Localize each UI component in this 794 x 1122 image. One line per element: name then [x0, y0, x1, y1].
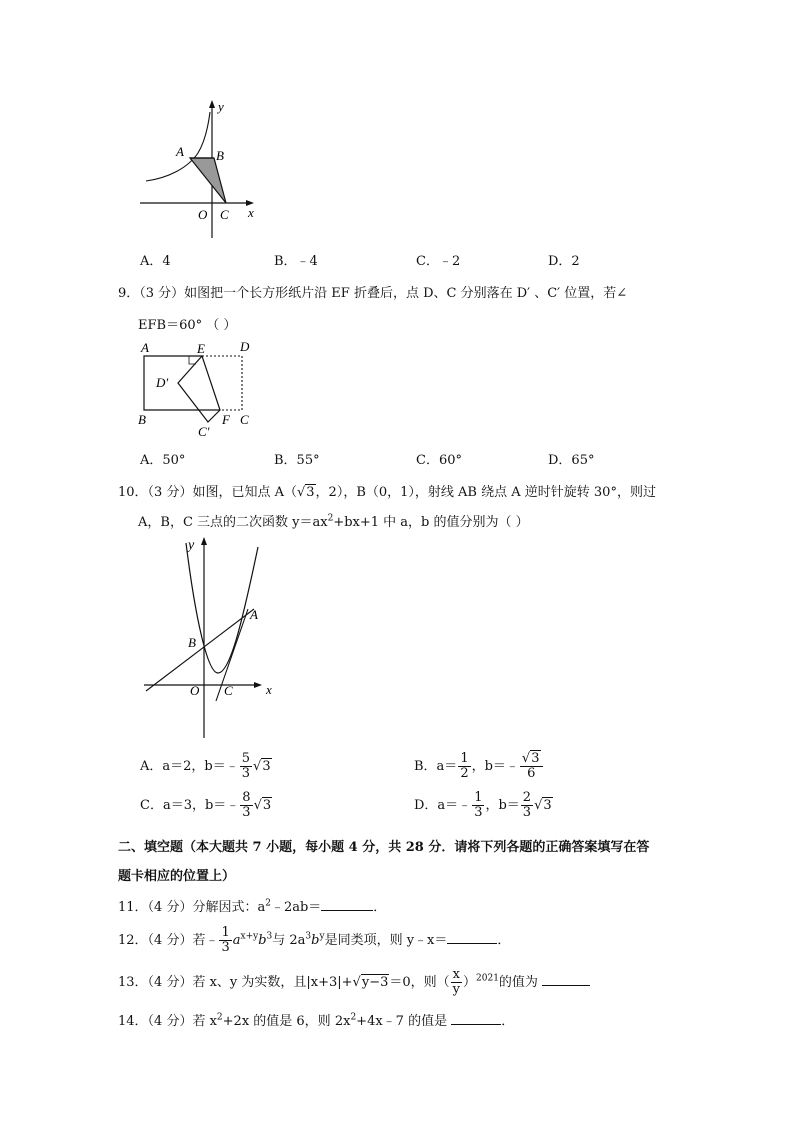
- q9-label-dprime: D′: [156, 375, 169, 390]
- q10-label-a: A: [250, 607, 258, 622]
- q9-label-b: B: [138, 412, 146, 427]
- q8-option-d[interactable]: D．2: [548, 254, 580, 269]
- q10-sqrt: 3: [306, 485, 315, 500]
- q10-option-c-fraction: $\frac{8}{3}$: [242, 790, 251, 820]
- q8-label-o: O: [198, 207, 208, 222]
- section2-heading-line2: 题卡相应的位置上）: [118, 869, 236, 884]
- q8-label-c: C: [220, 207, 229, 222]
- q9-option-b[interactable]: B．55°: [274, 453, 320, 468]
- q8-option-a[interactable]: A．4: [140, 254, 171, 269]
- q8-option-c[interactable]: C．﹣2: [416, 254, 461, 269]
- q13: 13．（4 分）若 x、y 为实数，且|x+3|+√y−3＝0，则（ $\frac{x}{y}$ ）$^{2021}$的值为: [118, 968, 590, 997]
- section2-heading-line1: 二、填空题（本大题共 7 小题，每小题 4 分，共 28 分．请将下列各题的正确答案填写在答: [118, 840, 650, 855]
- q8-shaded-triangle: [190, 158, 226, 203]
- q9-folded-part: [178, 356, 220, 422]
- q8-label-y: y: [218, 99, 224, 114]
- q9-label-a: A: [141, 340, 149, 355]
- q9-stem-line1: 9．（3 分）如图把一个长方形纸片沿 EF 折叠后，点 D、C 分别落在 D′ 、C′ 位置，若∠: [118, 286, 628, 301]
- q10-ray-ab: [146, 609, 254, 691]
- q9-label-d: D: [240, 339, 250, 354]
- q8-label-b: B: [216, 148, 224, 163]
- q9-option-d[interactable]: D．65°: [548, 453, 595, 468]
- q10-option-d[interactable]: D．a＝﹣ $\frac{1}{3}$ ，b＝ $\frac{2}{3}$ √3: [414, 790, 552, 820]
- q9-option-a[interactable]: A．50°: [140, 453, 186, 468]
- q10-label-o: O: [190, 683, 200, 698]
- q10-label-y: y: [188, 538, 195, 553]
- q10-option-b-fraction-b: $\frac{√3}{6}$: [520, 752, 543, 781]
- q9-figure: [134, 338, 259, 438]
- q10-y-arrow: [201, 537, 207, 545]
- q10-stem-line1: 10．（3 分）如图，已知点 A（√3，2），B（0，1），射线 AB 绕点 A 逆时针旋转 30°，则过: [118, 485, 656, 500]
- q12: 12．（4 分）若﹣ $\frac{1}{3}$ $a^{x+y}b^3$与 $2a^3b^y$是同类项，则 y﹣x＝ ．: [118, 925, 511, 955]
- q11-answer-blank[interactable]: [321, 910, 373, 911]
- q12-answer-blank[interactable]: [447, 943, 497, 944]
- q10-option-a-fraction: $\frac{5}{3}$: [241, 751, 251, 781]
- q9-label-cprime: C′: [198, 424, 210, 438]
- q10-option-a[interactable]: A．a＝2，b＝﹣ $\frac{5}{3}$ √3: [140, 751, 271, 781]
- q10-option-b-fraction-a: $\frac{1}{2}$: [460, 751, 469, 781]
- q10-option-d-fraction-a: $\frac{1}{3}$: [474, 790, 483, 820]
- q10-parabola: [186, 543, 258, 673]
- q9-label-f: F: [222, 412, 230, 427]
- q10-option-c[interactable]: C．a＝3，b＝﹣ $\frac{8}{3}$ √3: [140, 790, 272, 820]
- q9-angle-mark: [189, 356, 196, 364]
- q10-option-d-fraction-b: $\frac{2}{3}$: [522, 790, 532, 820]
- q9-label-c: C: [240, 412, 249, 427]
- q13-fraction: $\frac{x}{y}$: [452, 967, 460, 997]
- q9-option-c[interactable]: C．60°: [416, 453, 462, 468]
- q11: 11．（4 分）分解因式：$a^2﹣2ab=$ ．: [118, 898, 387, 915]
- q10-label-c: C: [224, 683, 233, 698]
- q10-option-b[interactable]: B．a＝ $\frac{1}{2}$ ，b＝﹣ $\frac{√3}{6}$: [414, 752, 544, 781]
- q9-label-e: E: [197, 341, 205, 356]
- q8-y-arrow: [209, 100, 215, 108]
- q10-x-arrow: [254, 682, 262, 688]
- q10-stem-line2: A，B，C 三点的二次函数 $y=ax^2+bx+1$ 中 a，b 的值分别为（ ）: [138, 513, 529, 530]
- q8-label-x: x: [248, 205, 254, 220]
- q10-figure: [140, 533, 285, 741]
- q9-rect-dashed: [202, 356, 242, 410]
- q12-fraction: $\frac{1}{3}$: [221, 925, 230, 955]
- q8-option-b[interactable]: B．﹣4: [274, 254, 318, 269]
- q9-stem-line2: EFB＝60° （ ）: [138, 318, 237, 333]
- q14-answer-blank[interactable]: [451, 1024, 501, 1025]
- q8-label-a: A: [176, 144, 184, 159]
- q13-answer-blank[interactable]: [542, 985, 590, 986]
- q10-label-b: B: [188, 635, 196, 650]
- q8-figure: [138, 98, 263, 240]
- q14: 14．（4 分）若 $x^2+2x$ 的值是 6，则 $2x^2+4x﹣7$ 的值是 ．: [118, 1012, 515, 1029]
- q10-label-x: x: [266, 682, 272, 697]
